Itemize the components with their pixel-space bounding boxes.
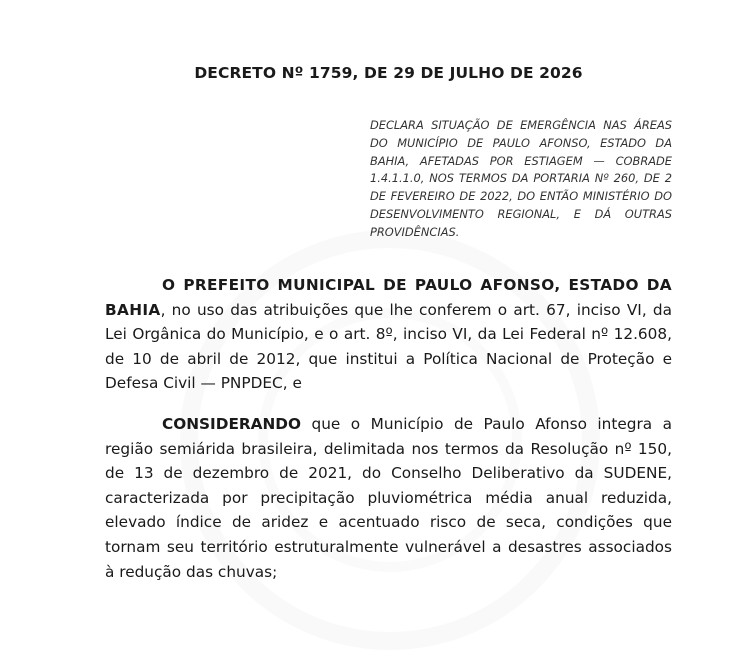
paragraph-text: , no uso das atribuições que lhe conferem o art. 67, inciso VI, da Lei Orgânica do Município, e o art. 8º, inciso VI, da Lei Federal nº 12.608, de 10 de abril de 2012, que institui a Política Nacional de Proteção e Defesa Civil — PNPDEC, e — [105, 300, 672, 393]
paragraph-lead: O PREFEITO MUNICIPAL DE PAULO AFONSO, ESTADO DA BAHIA — [105, 276, 672, 319]
paragraph-preamble — [105, 273, 672, 396]
decree-ementa: DECLARA SITUAÇÃO DE EMERGÊNCIA NAS ÁREAS DO MUNICÍPIO DE PAULO AFONSO, ESTADO DA BAHIA, AFETADAS POR ESTIAGEM — COBRADE 1.4.1.1.0, NOS TERMOS DA PORTARIA Nº 260, DE 2 DE FEVEREIRO DE 2022, DO ENTÃO MINISTÉRIO DO DESENVOLVIMENTO REGIONAL, E DÁ OUTRAS PROVIDÊNCIAS. — [370, 118, 672, 239]
paragraph-lead: CONSIDERANDO — [162, 415, 302, 433]
paragraph-text: que o Município de Paulo Afonso integra a região semiárida brasileira, delimitada nos termos da Resolução nº 150, de 13 de dezembro de 2021, do Conselho Deliberativo da SUDENE, caracterizada por precipitação pluviométrica média anual reduzida, elevado índice de aridez e acentuado risco de seca, condições que tornam seu território estruturalmente vulnerável a desastres associados à redução das chuvas; — [105, 415, 672, 581]
decree-title: DECRETO Nº 1759, DE 29 DE JULHO DE 2026 — [194, 64, 583, 82]
paragraph-considerando — [105, 412, 672, 584]
